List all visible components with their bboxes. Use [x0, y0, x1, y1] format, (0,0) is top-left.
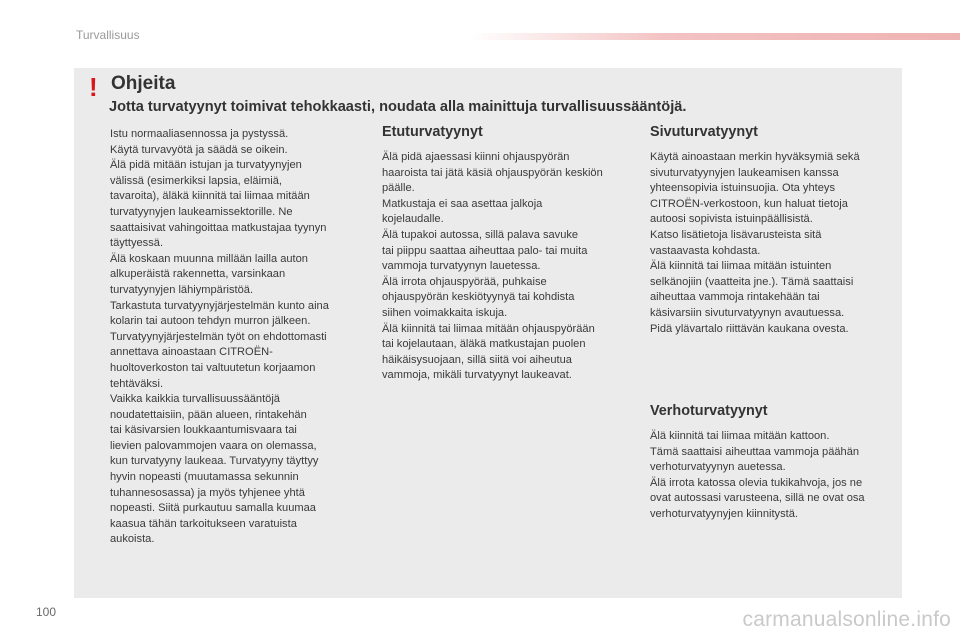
side-airbags-text: Käytä ainoastaan merkin hyväksymiä sekä sivuturvatyynyjen laukeamisen kanssa yhteensopivia istuinsuojia. Ota yhteys CITROËN-verkostoon, kun haluat tietoja autoosi sopivista istuinpäällisistä. Katso lisätietoja lisävarusteista sitä vastaavasta kohdasta. Älä kiinnitä tai liimaa mitään istuinten selkänojiin (vaatteita jne.). Tämä saattaisi aiheuttaa vammoja rintakehään tai käsivarsiin sivuturvatyynyn avautuessa. Pidä ylävartalo riittävän kaukana ovesta. — [650, 151, 860, 335]
exclamation-mark-icon: ! — [89, 72, 98, 102]
front-airbags-text: Älä pidä ajaessasi kiinni ohjauspyörän haaroista tai jätä käsiä ohjauspyörän keskiön päälle. Matkustaja ei saa asettaa jalkoja kojelaudalle. Älä tupakoi autossa, sillä palava savuke tai piippu saattaa aiheuttaa palo- tai muita vammoja turvatyynyn lauetessa. Älä irrota ohjauspyörää, puhkaise ohjauspyörän keskiötyynyä tai kohdista siihen voimakkaita iskuja. Älä kiinnitä tai liimaa mitään ohjauspyörään tai kojelautaan, äläkä matkustajan puolen häikäisysuojaan, sillä siitä voi aiheutua vammoja, mikäli turvatyynyt laukeavat. — [382, 151, 603, 382]
general-instructions: Istu normaaliasennossa ja pystyssä. Käytä turvavyötä ja säädä se oikein. Älä pidä mitään istujan ja turvatyynyjen välissä (esimerkiksi lapsia, eläimiä, tavaroita), äläkä kiinnitä tai liimaa mitään turvatyynyjen laukeamissektorille. Ne saattaisivat vahingoittaa matkustajaa tyynyn täyttyessä. Älä koskaan muunna millään lailla auton alkuperäistä rakennetta, varsinkaan turvatyynyjen lähiympäristöä. Tarkastuta turvatyynyjärjestelmän kunto aina kolarin tai autoon tehdyn murron jälkeen. Turvatyynyjärjestelmän työt on ehdottomasti annettava ainoastaan CITROËN- huoltoverkoston tai valtuutetun korjaamon tehtäväksi. Vaikka kaikkia turvallisuussääntöjä noudatettaisiin, pään alueen, rintakehän tai käsivarsien loukkaantumisvaara tai lievien palovammojen vaara on olemassa, kun turvatyyny laukeaa. Turvatyyny täyttyy hyvin nopeasti (muutamassa sekunnin tuhannesosassa) ja myös tyhjenee yhtä nopeasti. Siitä purkautuu samalla kuumaa kaasua tähän tarkoitukseen varatuista aukoista. — [110, 128, 329, 546]
section-title: Turvallisuus — [76, 28, 140, 42]
front-airbags-section — [382, 124, 632, 384]
notice-subtitle: Jotta turvatyynyt toimivat tehokkaasti, noudata alla mainittuja turvallisuussääntöjä. — [109, 99, 687, 115]
curtain-airbags-text: Älä kiinnitä tai liimaa mitään kattoon. Tämä saattaisi aiheuttaa vammoja päähän verhoturvatyynyn auetessa. Älä irrota katossa olevia tukikahvoja, jos ne ovat autossasi varusteena, sillä ne ovat osa verhoturvatyynyjen kiinnitystä. — [650, 430, 865, 520]
watermark: carmanualsonline.info — [742, 608, 951, 631]
curtain-airbags-heading: Verhoturvatyynyt — [650, 403, 768, 419]
side-airbags-section — [650, 124, 895, 337]
page-number: 100 — [36, 605, 57, 619]
notice-title: Ohjeita — [111, 73, 176, 94]
front-airbags-heading: Etuturvatyynyt — [382, 124, 483, 140]
side-airbags-heading: Sivuturvatyynyt — [650, 124, 758, 140]
header-decoration-line — [470, 33, 960, 40]
curtain-airbags-section — [650, 403, 895, 523]
